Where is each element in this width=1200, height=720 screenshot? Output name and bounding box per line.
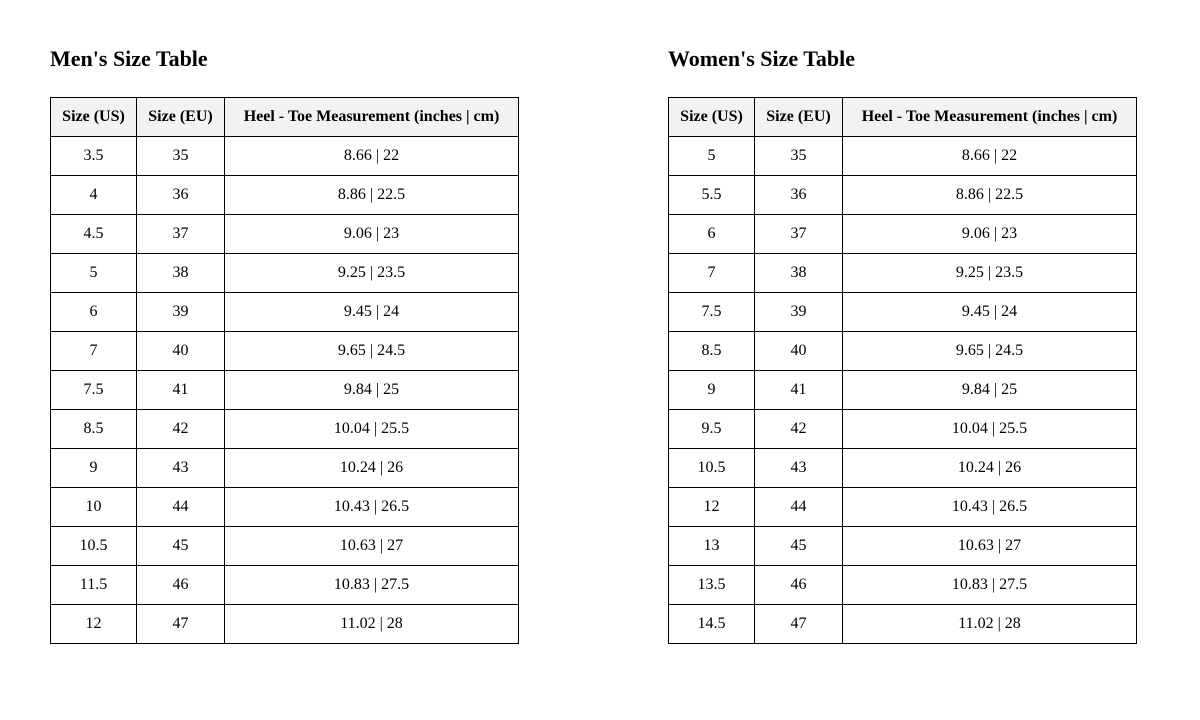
table-cell: 14.5 bbox=[669, 605, 755, 644]
table-row bbox=[51, 137, 519, 176]
table-cell: 9 bbox=[669, 371, 755, 410]
table-cell: 9.5 bbox=[669, 410, 755, 449]
table-cell: 38 bbox=[755, 254, 843, 293]
table-cell: 36 bbox=[137, 176, 225, 215]
table-cell: 9.45 | 24 bbox=[843, 293, 1137, 332]
table-cell: 4.5 bbox=[51, 215, 137, 254]
table-row bbox=[51, 176, 519, 215]
table-row bbox=[669, 566, 1137, 605]
table-cell: 11.5 bbox=[51, 566, 137, 605]
table-cell: 35 bbox=[755, 137, 843, 176]
table-cell: 8.66 | 22 bbox=[843, 137, 1137, 176]
table-cell: 5 bbox=[669, 137, 755, 176]
table-cell: 47 bbox=[755, 605, 843, 644]
column-header: Size (US) bbox=[51, 98, 137, 137]
table-cell: 45 bbox=[137, 527, 225, 566]
table-cell: 10.24 | 26 bbox=[225, 449, 519, 488]
table-row bbox=[669, 293, 1137, 332]
table-row bbox=[669, 254, 1137, 293]
table-cell: 37 bbox=[137, 215, 225, 254]
table-row bbox=[669, 410, 1137, 449]
table-cell: 4 bbox=[51, 176, 137, 215]
table-cell: 45 bbox=[755, 527, 843, 566]
womens-table-title: Women's Size Table bbox=[668, 46, 856, 71]
table-cell: 8.5 bbox=[669, 332, 755, 371]
womens-size-table bbox=[668, 97, 1137, 644]
table-cell: 12 bbox=[669, 488, 755, 527]
table-row bbox=[51, 605, 519, 644]
table-cell: 9.65 | 24.5 bbox=[225, 332, 519, 371]
table-cell: 6 bbox=[51, 293, 137, 332]
table-cell: 11.02 | 28 bbox=[225, 605, 519, 644]
column-header: Heel - Toe Measurement (inches | cm) bbox=[843, 98, 1137, 137]
table-cell: 40 bbox=[755, 332, 843, 371]
table-cell: 10.63 | 27 bbox=[225, 527, 519, 566]
table-cell: 13 bbox=[669, 527, 755, 566]
table-row bbox=[669, 488, 1137, 527]
table-row bbox=[669, 215, 1137, 254]
table-cell: 9.06 | 23 bbox=[843, 215, 1137, 254]
table-cell: 44 bbox=[137, 488, 225, 527]
table-cell: 36 bbox=[755, 176, 843, 215]
mens-size-table bbox=[50, 97, 519, 644]
table-cell: 8.86 | 22.5 bbox=[225, 176, 519, 215]
table-row bbox=[51, 254, 519, 293]
table-cell: 5 bbox=[51, 254, 137, 293]
table-cell: 10.04 | 25.5 bbox=[843, 410, 1137, 449]
table-cell: 7 bbox=[669, 254, 755, 293]
table-cell: 3.5 bbox=[51, 137, 137, 176]
table-cell: 46 bbox=[755, 566, 843, 605]
table-cell: 13.5 bbox=[669, 566, 755, 605]
table-cell: 10.63 | 27 bbox=[843, 527, 1137, 566]
table-cell: 46 bbox=[137, 566, 225, 605]
table-cell: 10.5 bbox=[669, 449, 755, 488]
womens-size-section bbox=[668, 46, 1136, 644]
table-cell: 42 bbox=[137, 410, 225, 449]
table-cell: 9.65 | 24.5 bbox=[843, 332, 1137, 371]
table-cell: 9.25 | 23.5 bbox=[225, 254, 519, 293]
table-cell: 47 bbox=[137, 605, 225, 644]
table-cell: 43 bbox=[137, 449, 225, 488]
table-cell: 11.02 | 28 bbox=[843, 605, 1137, 644]
table-row bbox=[51, 371, 519, 410]
table-cell: 10.5 bbox=[51, 527, 137, 566]
table-cell: 7 bbox=[51, 332, 137, 371]
table-cell: 40 bbox=[137, 332, 225, 371]
table-cell: 9.84 | 25 bbox=[225, 371, 519, 410]
table-row bbox=[51, 488, 519, 527]
table-cell: 8.86 | 22.5 bbox=[843, 176, 1137, 215]
table-cell: 41 bbox=[755, 371, 843, 410]
table-cell: 6 bbox=[669, 215, 755, 254]
table-cell: 7.5 bbox=[669, 293, 755, 332]
table-cell: 10.43 | 26.5 bbox=[843, 488, 1137, 527]
table-cell: 10.24 | 26 bbox=[843, 449, 1137, 488]
table-row bbox=[669, 449, 1137, 488]
table-row bbox=[669, 605, 1137, 644]
table-cell: 38 bbox=[137, 254, 225, 293]
table-row bbox=[669, 176, 1137, 215]
table-row bbox=[51, 449, 519, 488]
table-cell: 10.04 | 25.5 bbox=[225, 410, 519, 449]
table-cell: 7.5 bbox=[51, 371, 137, 410]
table-row bbox=[669, 332, 1137, 371]
table-row bbox=[51, 215, 519, 254]
table-cell: 44 bbox=[755, 488, 843, 527]
table-cell: 39 bbox=[755, 293, 843, 332]
header-row bbox=[51, 98, 519, 137]
table-cell: 35 bbox=[137, 137, 225, 176]
table-row bbox=[669, 371, 1137, 410]
mens-size-section bbox=[50, 46, 518, 644]
table-row bbox=[51, 527, 519, 566]
table-cell: 41 bbox=[137, 371, 225, 410]
table-cell: 5.5 bbox=[669, 176, 755, 215]
table-cell: 8.66 | 22 bbox=[225, 137, 519, 176]
column-header: Heel - Toe Measurement (inches | cm) bbox=[225, 98, 519, 137]
table-cell: 8.5 bbox=[51, 410, 137, 449]
table-cell: 9.25 | 23.5 bbox=[843, 254, 1137, 293]
table-cell: 43 bbox=[755, 449, 843, 488]
table-cell: 12 bbox=[51, 605, 137, 644]
table-row bbox=[669, 527, 1137, 566]
table-cell: 10.83 | 27.5 bbox=[225, 566, 519, 605]
table-cell: 39 bbox=[137, 293, 225, 332]
table-cell: 9.84 | 25 bbox=[843, 371, 1137, 410]
table-row bbox=[51, 293, 519, 332]
table-cell: 9 bbox=[51, 449, 137, 488]
header-row bbox=[669, 98, 1137, 137]
table-cell: 9.06 | 23 bbox=[225, 215, 519, 254]
table-row bbox=[669, 137, 1137, 176]
mens-table-title: Men's Size Table bbox=[50, 46, 208, 71]
table-cell: 37 bbox=[755, 215, 843, 254]
table-row bbox=[51, 566, 519, 605]
table-row bbox=[51, 332, 519, 371]
table-cell: 9.45 | 24 bbox=[225, 293, 519, 332]
table-cell: 10.83 | 27.5 bbox=[843, 566, 1137, 605]
table-cell: 10 bbox=[51, 488, 137, 527]
column-header: Size (EU) bbox=[755, 98, 843, 137]
column-header: Size (US) bbox=[669, 98, 755, 137]
column-header: Size (EU) bbox=[137, 98, 225, 137]
table-cell: 42 bbox=[755, 410, 843, 449]
table-cell: 10.43 | 26.5 bbox=[225, 488, 519, 527]
table-row bbox=[51, 410, 519, 449]
